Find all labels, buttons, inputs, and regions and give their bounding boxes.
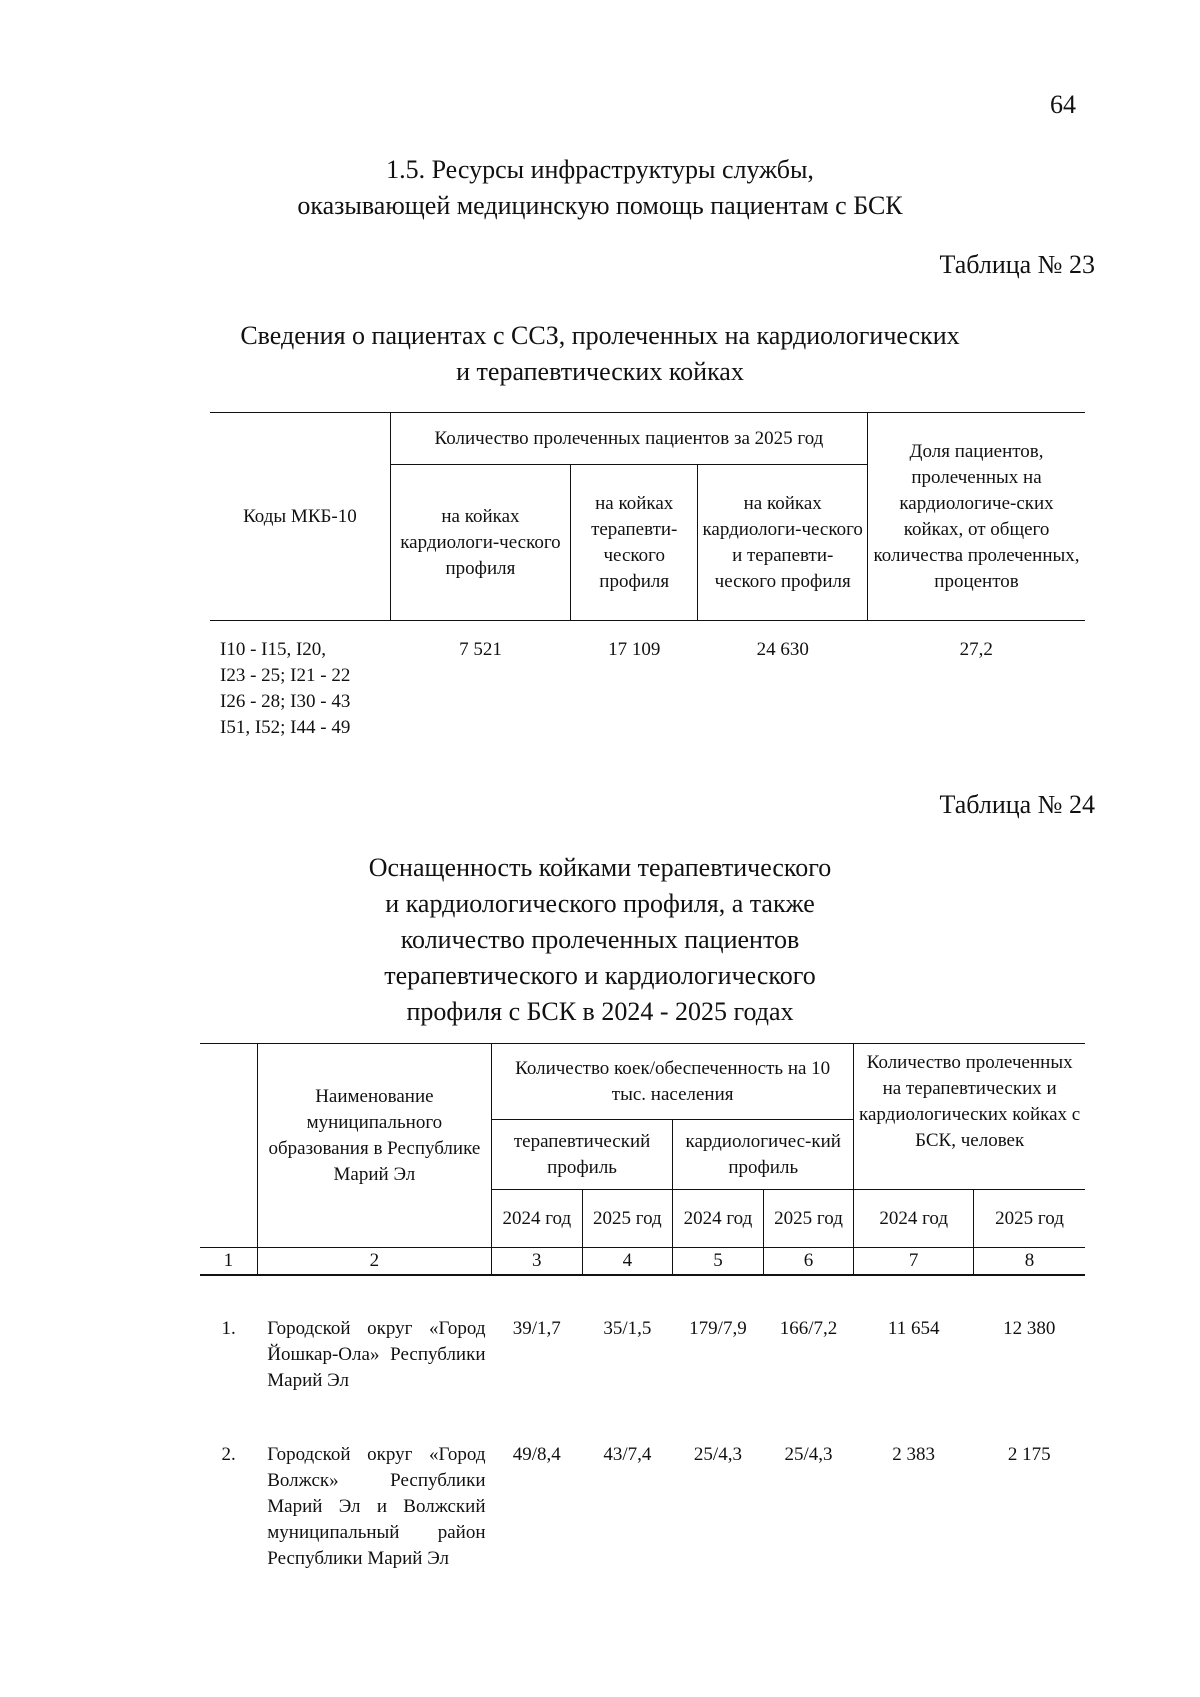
header-year-2025: 2025 год (763, 1190, 854, 1248)
table-row (200, 1394, 1085, 1572)
therapy-2024-cell: 49/8,4 (512, 1444, 561, 1465)
header-beds-group: Количество коек/обеспеченность на 10 тыс. населения (492, 1044, 854, 1120)
row-number: 1. (221, 1318, 236, 1339)
codes-cell (210, 621, 390, 742)
cardio-2025-cell: 166/7,2 (779, 1318, 838, 1339)
column-number: 2 (257, 1248, 491, 1276)
header-year-2025: 2025 год (582, 1190, 673, 1248)
table23-label: Таблица № 23 (939, 250, 1095, 279)
cardio-2025-cell: 25/4,3 (784, 1444, 833, 1465)
page-number: 64 (1050, 90, 1076, 119)
cardio-cell: 7 521 (459, 639, 502, 660)
patients-2025-cell: 2 175 (1007, 1444, 1051, 1465)
both-cell: 24 630 (756, 639, 809, 660)
header-both: на койках кардиологи-ческого и терапевти-ческого профиля (698, 465, 868, 621)
table23-caption-line: Сведения о пациентах с ССЗ, пролеченных на кардиологических (240, 321, 960, 350)
table24-caption-line: и кардиологического профиля, а также (385, 889, 815, 918)
header-name: Наименование муниципального образования в Республике Марий Эл (257, 1044, 491, 1248)
header-treated-group: Количество пролеченных пациентов за 2025 год (390, 413, 867, 465)
header-codes: Коды МКБ-10 (210, 413, 390, 621)
column-number: 8 (974, 1248, 1085, 1276)
table24-caption-line: профиля с БСК в 2024 - 2025 годах (406, 997, 794, 1026)
header-number-blank (200, 1044, 257, 1248)
header-share: Доля пациентов, пролеченных на кардиологиче-ских койках, от общего количества пролеченных, процентов (868, 413, 1085, 621)
table24 (200, 1043, 1085, 1572)
codes-line: I26 - 28; I30 - 43 (220, 691, 351, 712)
row-number: 2. (221, 1444, 236, 1465)
table24-caption-line: количество пролеченных пациентов (400, 925, 800, 954)
header-treated-group: Количество пролеченных на терапевтических и кардиологических койках с БСК, человек (854, 1044, 1085, 1190)
header-therapy: на койках терапевти-ческого профиля (571, 465, 698, 621)
therapy-cell: 17 109 (608, 639, 661, 660)
header-therapy-profile: терапевтический профиль (492, 1120, 673, 1190)
section-title-line: 1.5. Ресурсы инфраструктуры службы, (386, 155, 814, 184)
patients-2024-cell: 2 383 (892, 1444, 936, 1465)
therapy-2025-cell: 35/1,5 (603, 1318, 652, 1339)
cardio-2024-cell: 25/4,3 (693, 1444, 742, 1465)
table24-label: Таблица № 24 (939, 790, 1095, 819)
table24-caption (0, 850, 1200, 1030)
share-cell: 27,2 (959, 639, 993, 660)
table23-caption (0, 318, 1200, 390)
section-title-line: оказывающей медицинскую помощь пациентам с БСК (297, 191, 903, 220)
patients-2024-cell: 11 654 (887, 1318, 940, 1339)
column-number: 6 (763, 1248, 854, 1276)
municipality-name: Городской округ «Город Йошкар-Ола» Республики Марий Эл (267, 1318, 486, 1391)
therapy-2025-cell: 43/7,4 (603, 1444, 652, 1465)
column-number: 3 (492, 1248, 583, 1276)
table24-caption-line: терапевтического и кардиологического (384, 961, 816, 990)
header-year-2025: 2025 год (974, 1190, 1085, 1248)
codes-line: I51, I52; I44 - 49 (220, 717, 351, 738)
table23-caption-line: и терапевтических койках (456, 357, 744, 386)
header-year-2024: 2024 год (492, 1190, 583, 1248)
therapy-2024-cell: 39/1,7 (512, 1318, 561, 1339)
table-row (200, 1275, 1085, 1394)
column-number: 7 (854, 1248, 974, 1276)
header-cardio-profile: кардиологичес-кий профиль (673, 1120, 854, 1190)
codes-line: I10 - I15, I20, (220, 639, 327, 660)
column-number: 4 (582, 1248, 673, 1276)
section-title (0, 152, 1200, 224)
table23 (210, 412, 1085, 741)
table-row (210, 621, 1085, 742)
patients-2025-cell: 12 380 (1003, 1318, 1056, 1339)
table24-caption-line: Оснащенность койками терапевтического (368, 853, 832, 882)
column-number: 5 (673, 1248, 764, 1276)
cardio-2024-cell: 179/7,9 (689, 1318, 747, 1339)
municipality-name: Городской округ «Город Волжск» Республики Марий Эл и Волжский муниципальный район Республики Марий Эл (267, 1444, 486, 1569)
column-number: 1 (200, 1248, 257, 1276)
header-year-2024: 2024 год (673, 1190, 764, 1248)
header-cardio: на койках кардиологи-ческого профиля (390, 465, 570, 621)
codes-line: I23 - 25; I21 - 22 (220, 665, 351, 686)
header-year-2024: 2024 год (854, 1190, 974, 1248)
